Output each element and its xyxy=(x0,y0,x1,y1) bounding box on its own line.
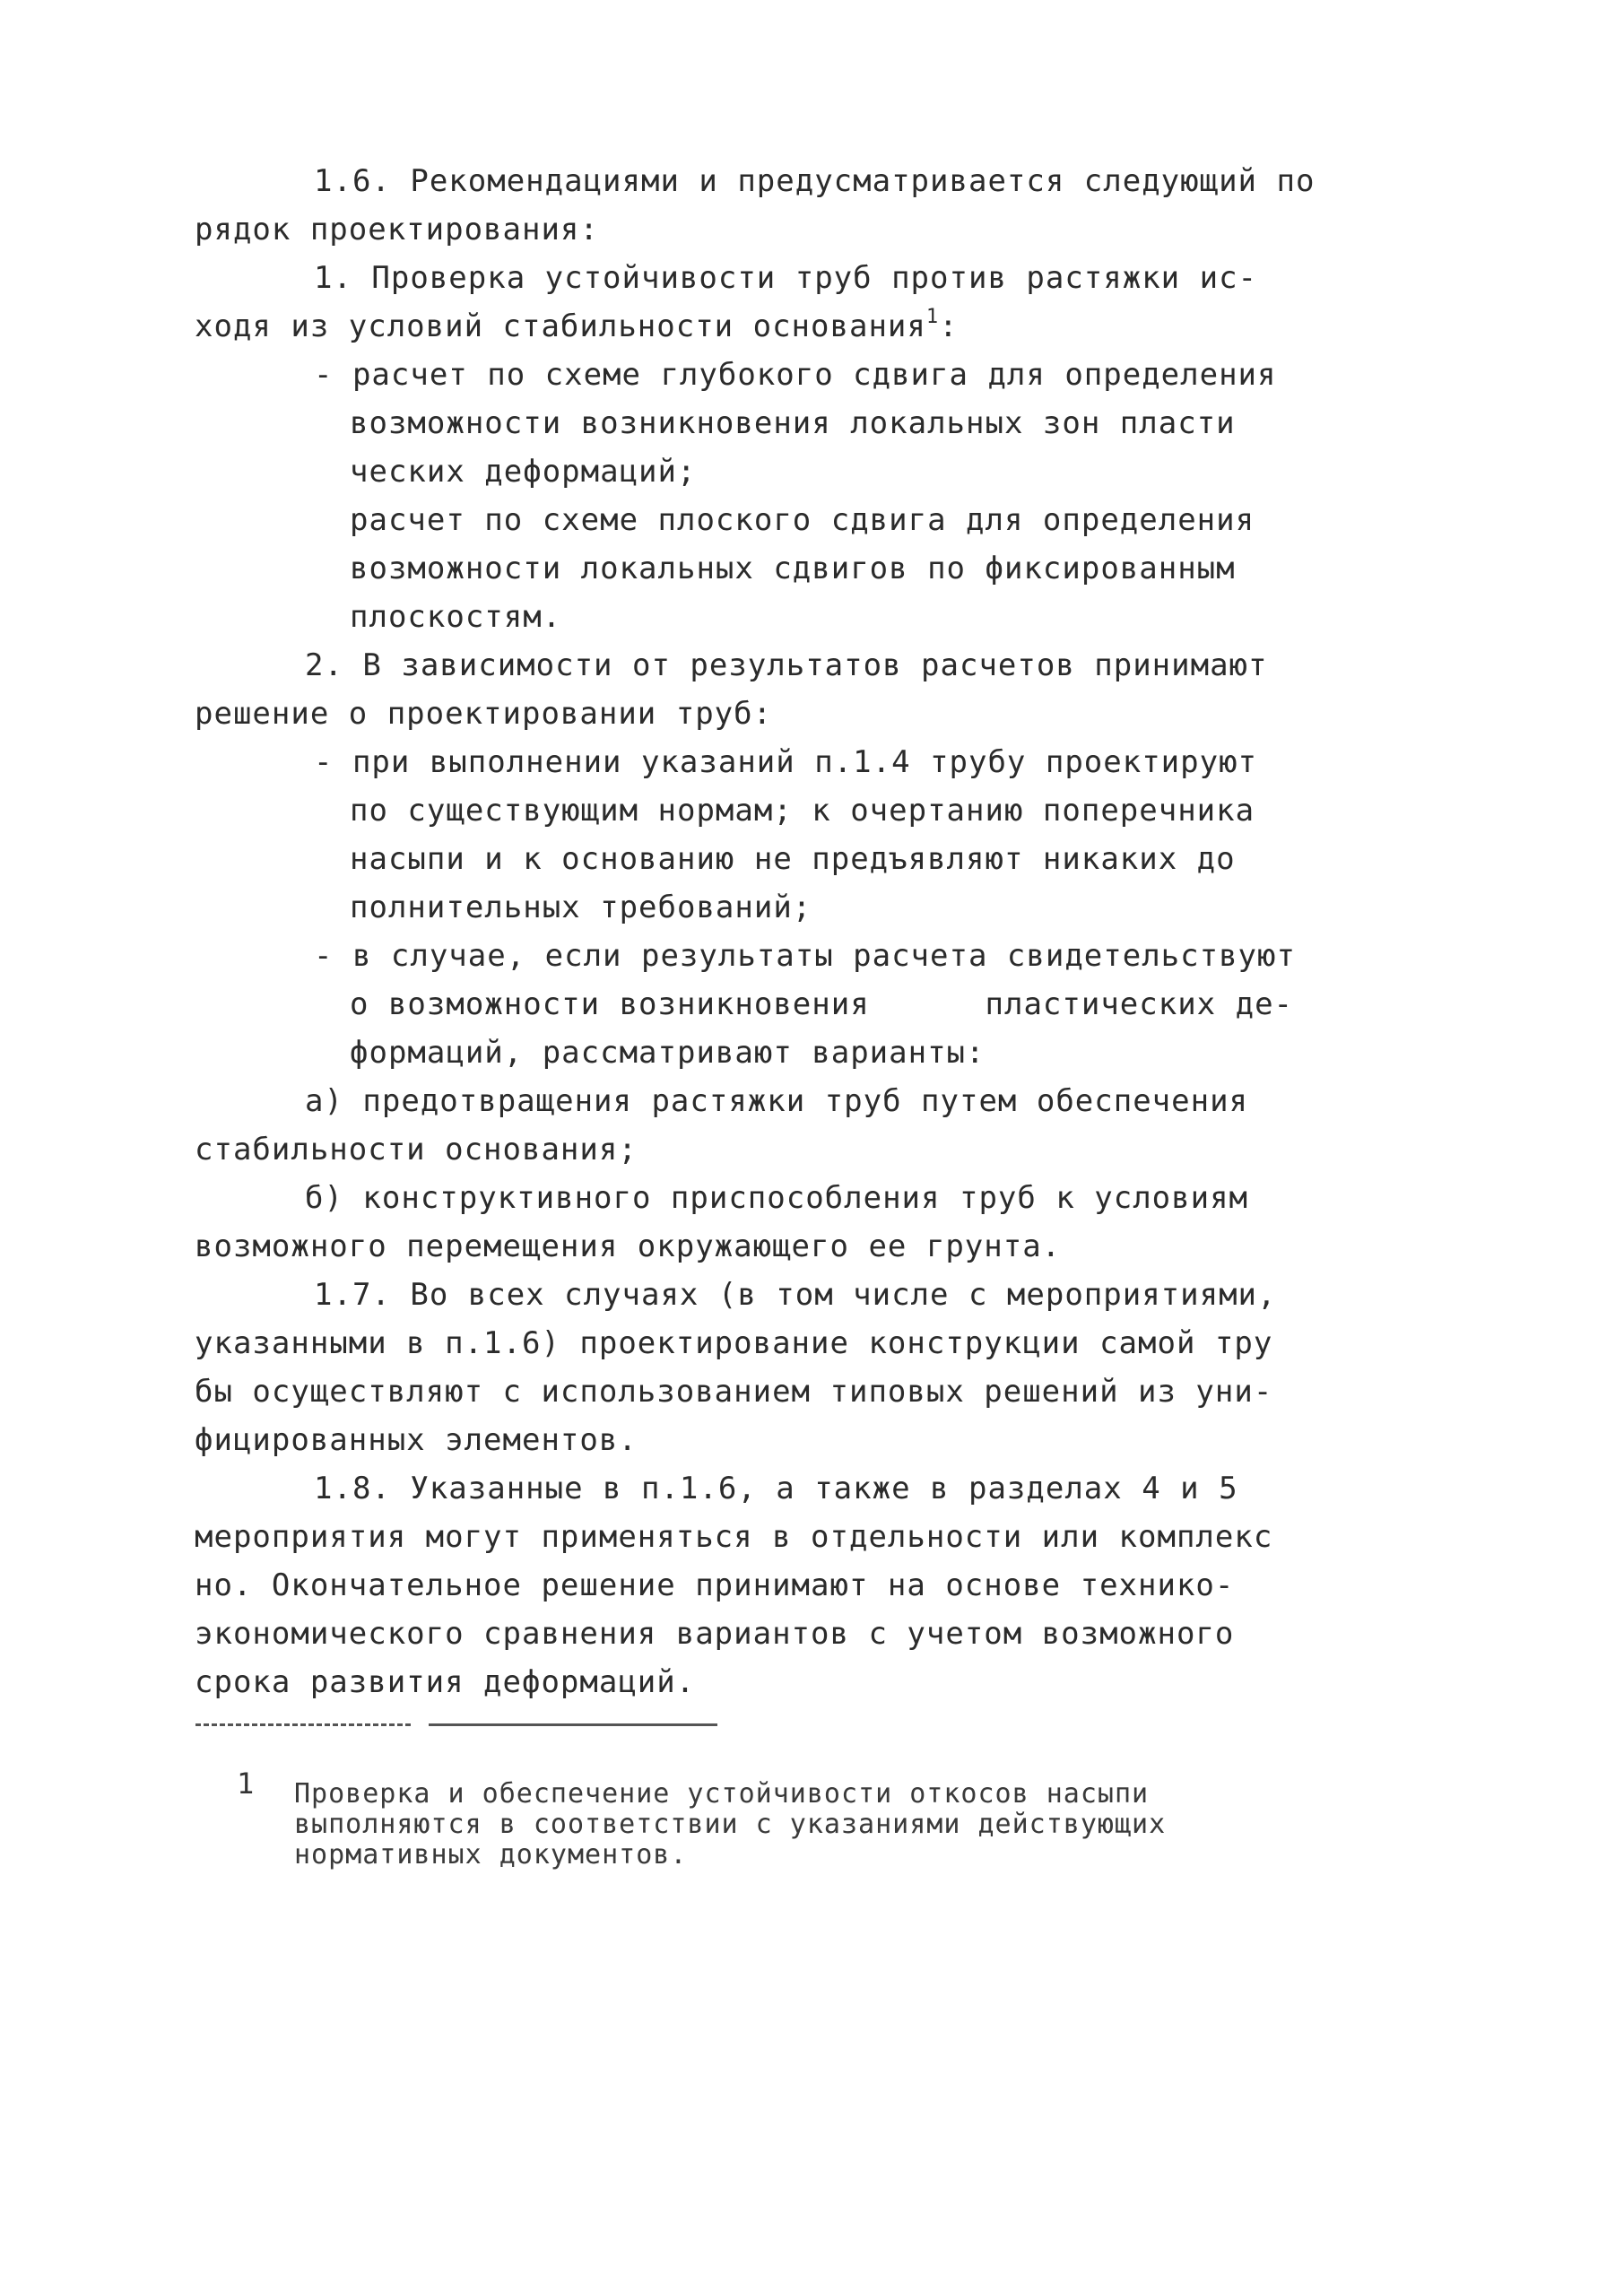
footnote-line-2: выполняются в соответствии с указаниями действующих xyxy=(294,1809,1167,1840)
bullet-2-line-2: возможности локальных сдвигов по фиксированным xyxy=(350,551,1236,586)
paragraph-1-8-line-2: мероприятия могут применяться в отдельности или комплекс xyxy=(195,1519,1273,1555)
bullet-3-line-1: - при выполнении указаний п.1.4 трубу проектируют xyxy=(314,744,1258,780)
bullet-4-line-2: о возможности возникновения пластических де- xyxy=(350,986,1294,1022)
footnote-reference: 1 xyxy=(925,306,940,328)
bullet-1-line-3: ческих деформаций; xyxy=(350,454,697,490)
bullet-2-line-3: плоскостям. xyxy=(350,599,562,635)
bullet-3-line-2: по существующим нормам; к очертанию поперечника xyxy=(350,793,1255,829)
paragraph-1-8-line-5: срока развития деформаций. xyxy=(195,1664,696,1700)
item-1-line-2-text: ходя из условий стабильности основания xyxy=(195,308,926,344)
footnote-line-1: Проверка и обеспечение устойчивости откосов насыпи xyxy=(294,1778,1150,1810)
option-a-line-1: а) предотвращения растяжки труб путем обеспечения xyxy=(305,1083,1249,1119)
item-1-line-2 xyxy=(195,308,959,344)
paragraph-1-7-line-3: бы осуществляют с использованием типовых решений из уни- xyxy=(195,1374,1273,1410)
footnote-reference-suffix: : xyxy=(939,308,959,344)
paragraph-1-6-line-1: 1.6. Рекомендациями и предусматривается следующий по xyxy=(314,163,1316,199)
option-b-line-2: возможного перемещения окружающего ее грунта. xyxy=(195,1228,1062,1264)
footnote-line-3: нормативных документов. xyxy=(294,1839,688,1871)
bullet-4-line-3: формаций, рассматривают варианты: xyxy=(350,1035,986,1071)
option-b-line-1: б) конструктивного приспособления труб к условиям xyxy=(305,1180,1249,1216)
paragraph-1-7-line-2: указанными в п.1.6) проектирование конструкции самой тру xyxy=(195,1325,1273,1361)
paragraph-1-6-line-2: рядок проектирования: xyxy=(195,212,599,247)
bullet-3-line-4: полнительных требований; xyxy=(350,890,812,925)
paragraph-1-7-line-1: 1.7. Во всех случаях (в том числе с мероприятиями, xyxy=(314,1277,1277,1313)
bullet-3-line-3: насыпи и к основанию не предъявляют никаких до xyxy=(350,841,1236,877)
bullet-2-line-1: расчет по схеме плоского сдвига для определения xyxy=(350,502,1255,538)
paragraph-1-8-line-1: 1.8. Указанные в п.1.6, а также в разделах 4 и 5 xyxy=(314,1471,1238,1506)
paragraph-1-8-line-4: экономического сравнения вариантов с учетом возможного xyxy=(195,1616,1235,1652)
bullet-1-line-2: возможности возникновения локальных зон пласти xyxy=(350,405,1236,441)
bullet-1-line-1: - расчет по схеме глубокого сдвига для определения xyxy=(314,357,1277,393)
footnote-mark: 1 xyxy=(237,1767,255,1801)
bullet-4-line-1: - в случае, если результаты расчета свидетельствуют xyxy=(314,938,1296,974)
paragraph-1-7-line-4: фицированных элементов. xyxy=(195,1422,638,1458)
paragraph-1-8-line-3: но. Окончательное решение принимают на основе технико- xyxy=(195,1567,1235,1603)
item-2-line-1: 2. В зависимости от результатов расчетов принимают xyxy=(305,647,1268,683)
option-a-line-2: стабильности основания; xyxy=(195,1132,638,1168)
item-1-line-1: 1. Проверка устойчивости труб против растяжки ис- xyxy=(314,260,1258,296)
item-2-line-2: решение о проектировании труб: xyxy=(195,696,773,732)
footnote-separator-right xyxy=(429,1723,717,1726)
footnote-separator-left xyxy=(195,1723,411,1726)
